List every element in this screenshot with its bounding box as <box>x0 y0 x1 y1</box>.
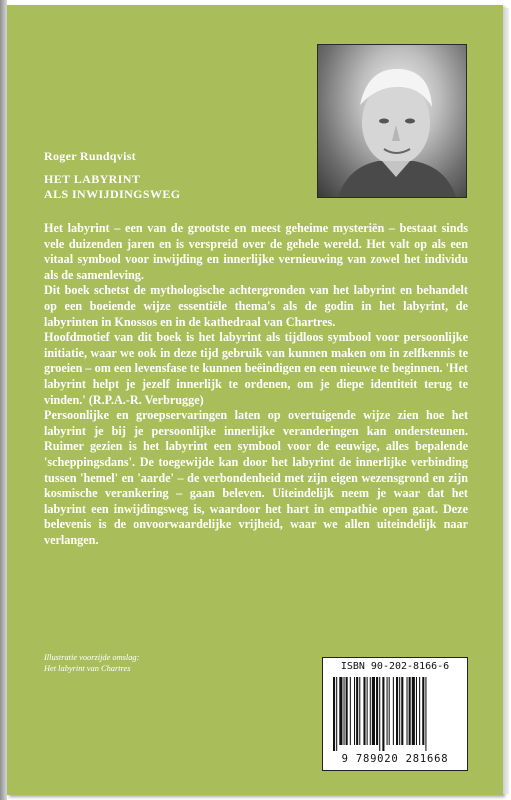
page-edge-right <box>503 8 509 794</box>
barcode-bar <box>356 677 358 745</box>
barcode-bar <box>407 677 408 745</box>
barcode-bar <box>339 677 342 745</box>
barcode-bar <box>379 677 380 751</box>
barcode-bar <box>422 677 424 745</box>
barcode-bar <box>363 677 365 745</box>
caption-line: Illustratie voorzijde omslag: <box>44 653 140 662</box>
author-photo <box>317 44 467 198</box>
barcode-bar <box>376 677 378 745</box>
caption-line: Het labyrint van Chartres <box>44 664 131 673</box>
isbn-barcode <box>322 657 468 771</box>
barcode-bar <box>396 677 398 745</box>
illustration-caption <box>44 652 139 674</box>
page-edge-left <box>0 0 7 800</box>
barcode-bar <box>412 677 415 745</box>
barcode-bar <box>416 677 417 745</box>
barcode-bar <box>372 677 375 745</box>
barcode-bar <box>389 677 390 745</box>
barcode-bar <box>382 677 384 751</box>
barcode-digits: 9 789020 281668 <box>341 753 449 765</box>
barcode-bars <box>331 677 459 751</box>
barcode-bar <box>370 677 371 745</box>
barcode-bar <box>399 677 400 745</box>
barcode-bar <box>359 677 360 745</box>
title-line: HET LABYRINT <box>44 172 141 186</box>
blurb-paragraph: Hoofdmotief van dit boek is het labyrint als tijdloos symbool voor persoonlijke initiatie, waar we ook in deze tijd gebruik van kunnen maken om in zelfkennis te groeien – om een levensfase te kunnen beëindigen en een nieuwe te beginnen. 'Het labyrint helpt je jezelf innerlijk te ordenen, om je diepe identiteit terug te vinden.' (R.P.A.-R. Verbrugge) <box>44 330 468 407</box>
barcode-bar <box>387 677 388 745</box>
barcode-bar <box>401 677 403 745</box>
barcode-bar <box>393 677 394 745</box>
barcode-bar <box>409 677 411 745</box>
barcode-bar <box>344 677 345 745</box>
book-title <box>44 172 181 202</box>
blurb-paragraph: Het labyrint – een van de grootste en meest geheime mysteriën – bestaat sinds vele duizenden jaren en is verspreid over de gehele wereld. Het valt op als een vitaal symbool voor inwijding en innerlijke vernieuwing van zowel het individu als de samenleving. <box>44 221 468 282</box>
barcode-bar <box>354 677 355 745</box>
barcode-bar <box>350 677 351 745</box>
barcode-bar <box>346 677 348 745</box>
blurb <box>44 221 468 548</box>
isbn-label: ISBN 90-202-8166-6 <box>340 661 450 672</box>
blurb-paragraph: Dit boek schetst de mythologische achtergronden van het labyrint en behandelt op een boeiende wijze essentiële thema's als de godin in het labyrint, de labyrinten in Knossos en in de kathedraal van Chartres. <box>44 283 468 329</box>
barcode-bar <box>419 677 420 745</box>
blurb-paragraph: Persoonlijke en groepservaringen laten op overtuigende wijze zien hoe het labyrint je bij je persoonlijke innerlijke veranderingen kan ondersteunen. Ruimer gezien is het labyrint een symbool voor de eeuwige, alles bepalende 'scheppingsdans'. De toegewijde kan door het labyrint de innerlijke verbinding tussen 'hemel' en 'aarde' – de verbondenheid met zijn eigen wezensgrond en zijn kosmische verankering – gaan beleven. Uiteindelijk neem je waar dat het labyrint een inwijdingsweg is, waardoor het hart in empathie open gaat. Deze belevenis is de onvoorwaardelijke vrijheid, waar we allen uiteindelijk naar verlangen. <box>44 408 468 547</box>
author-name: Roger Rundqvist <box>44 149 136 163</box>
barcode-bar <box>425 677 426 751</box>
barcode-bar <box>333 677 335 751</box>
barcode-bar <box>367 677 368 745</box>
barcode-bar <box>336 677 337 751</box>
title-line: ALS INWIJDINGSWEG <box>44 187 181 201</box>
